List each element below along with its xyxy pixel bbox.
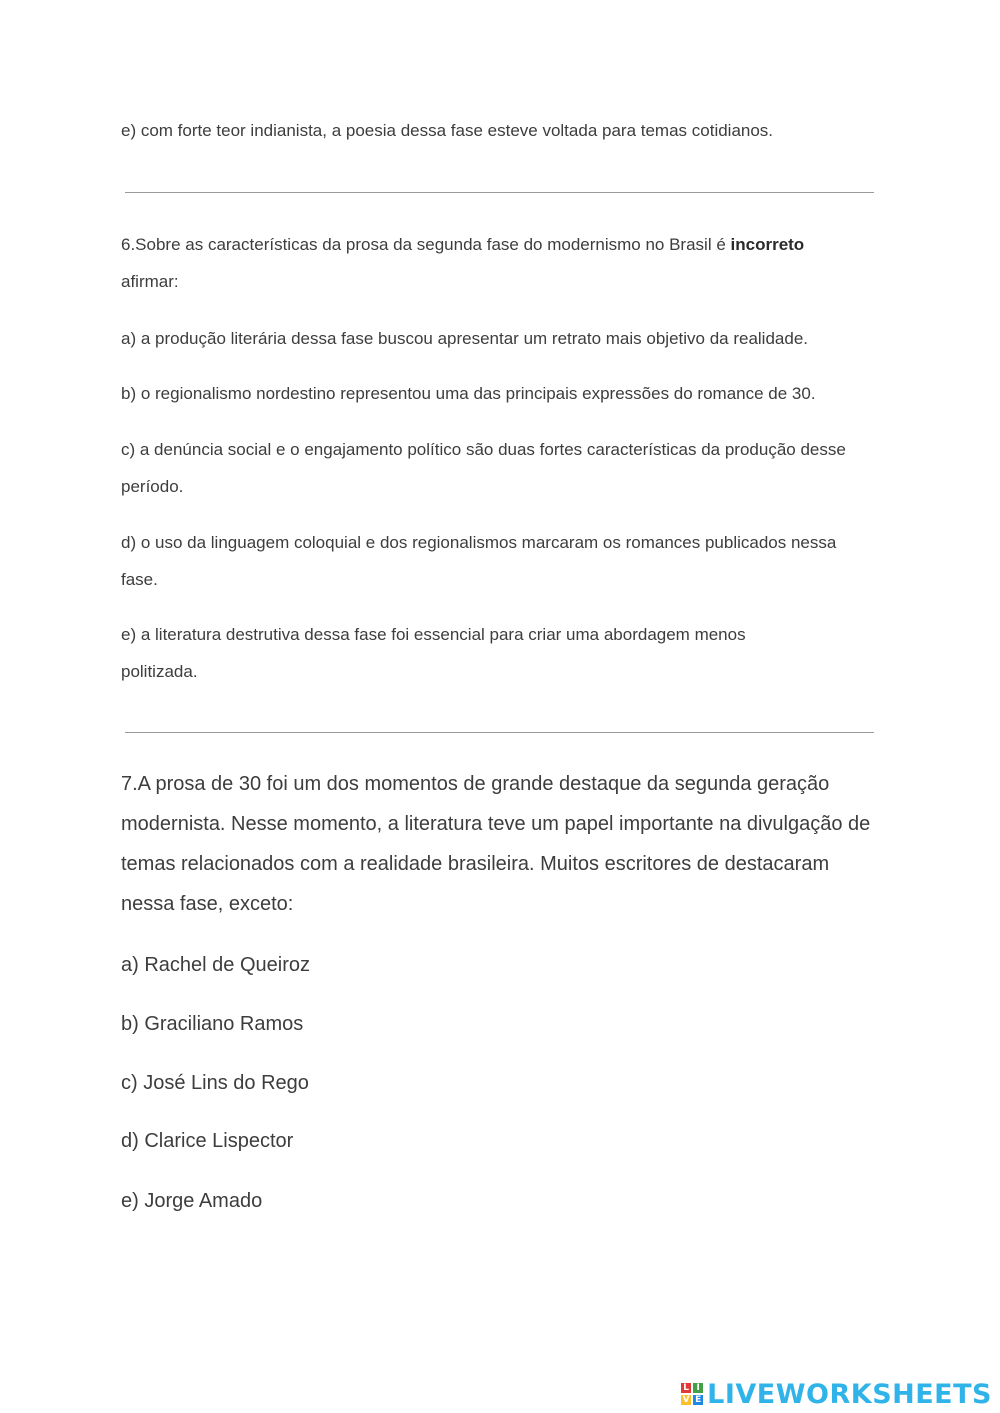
question-6-option-b[interactable]: b) o regionalismo nordestino representou uma das principais expressões do romance de 30.: [121, 384, 816, 403]
question-6-option-e[interactable]: e) a literatura destrutiva dessa fase foi essencial para criar uma abordagem menos politizada.: [121, 625, 746, 681]
logo-text: LIVEWORKSHEETS: [707, 1378, 992, 1410]
question-7-option-c[interactable]: c) José Lins do Rego: [121, 1072, 309, 1094]
question-6-option-d[interactable]: d) o uso da linguagem coloquial e dos regionalismos marcaram os romances publicados nessa fase.: [121, 533, 837, 589]
logo-grid-cell: I: [693, 1383, 703, 1393]
prev-question-option-e: e) com forte teor indianista, a poesia dessa fase esteve voltada para temas cotidianos.: [121, 121, 774, 140]
question-6-stem: [121, 226, 866, 300]
logo-grid-cell: L: [681, 1383, 691, 1393]
question-7-option-b[interactable]: b) Graciliano Ramos: [121, 1013, 304, 1035]
question-6-option-a[interactable]: a) a produção literária dessa fase buscou apresentar um retrato mais objetivo da realidade.: [121, 329, 808, 348]
question-7-option-a[interactable]: a) Rachel de Queiroz: [121, 954, 310, 976]
question-7-option-e[interactable]: e) Jorge Amado: [121, 1190, 263, 1212]
logo-grid-cell: E: [695, 1395, 702, 1405]
logo-grid-icon: [681, 1383, 703, 1405]
question-6-stem-text: 6.Sobre as características da prosa da segunda fase do modernismo no Brasil é: [121, 235, 731, 254]
question-6-emphasis: incorreto: [730, 235, 805, 254]
question-6-stem-end: afirmar:: [121, 272, 179, 291]
question-6-option-c[interactable]: c) a denúncia social e o engajamento político são duas fortes características da produção desse período.: [121, 440, 846, 496]
divider-2: [125, 732, 874, 733]
logo-grid-cell: V: [682, 1395, 690, 1405]
liveworksheets-logo[interactable]: [681, 1376, 992, 1412]
question-7-stem: 7.A prosa de 30 foi um dos momentos de grande destaque da segunda geração modernista. Nesse momento, a literatura teve um papel importante na divulgação de temas relacionados com a realidade brasileira. Muitos escritores de destacaram nessa fase, exceto:: [121, 773, 871, 915]
question-7-option-d[interactable]: d) Clarice Lispector: [121, 1130, 294, 1152]
divider-1: [125, 192, 874, 193]
